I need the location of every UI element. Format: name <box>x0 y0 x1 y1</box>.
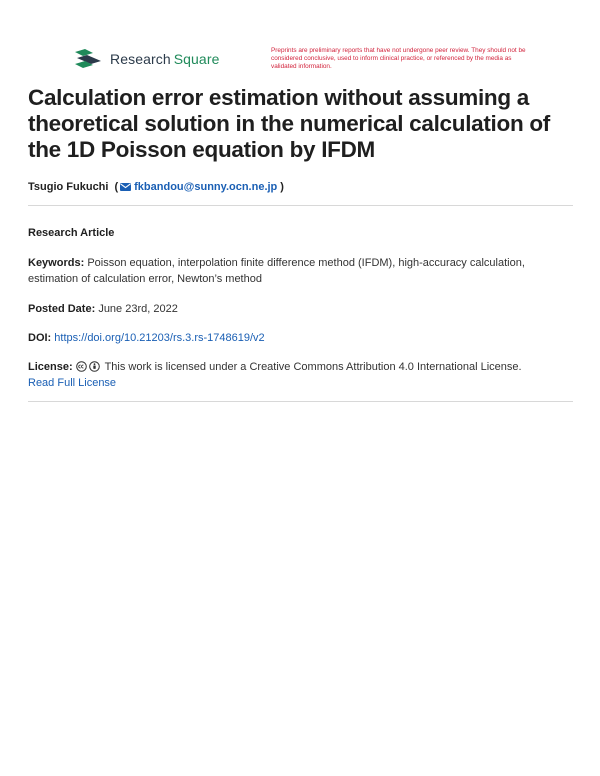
doi-link[interactable]: https://doi.org/10.21203/rs.3.rs-1748619/v2 <box>54 332 265 344</box>
divider-bottom <box>28 401 573 402</box>
keywords-value: Poisson equation, interpolation finite difference method (IFDM), high-accuracy calculation, estimation of calculation error, Newton’s method <box>28 257 525 285</box>
article-title: Calculation error estimation without assuming a theoretical solution in the numerical calculation of the 1D Poisson equation by IFDM <box>28 85 550 162</box>
divider-top <box>28 205 573 206</box>
article-type: Research Article <box>28 227 115 239</box>
doi-label: DOI: <box>28 332 52 344</box>
cc-icon <box>76 361 87 372</box>
author-line <box>28 181 284 193</box>
author-email: fkbandou@sunny.ocn.ne.jp <box>134 181 278 193</box>
brand-word-research: Research <box>110 51 171 67</box>
posted-date-value: June 23rd, 2022 <box>98 303 178 315</box>
author-name: Tsugio Fukuchi <box>28 181 109 193</box>
posted-date-label: Posted Date: <box>28 303 96 315</box>
license-text: This work is licensed under a Creative Commons Attribution 4.0 International License. <box>104 361 522 373</box>
brand-word-square: Square <box>173 51 220 67</box>
read-full-license-link[interactable]: Read Full License <box>28 377 117 389</box>
keywords-block <box>28 255 573 287</box>
posted-date-block <box>28 301 573 317</box>
license-label: License: <box>28 361 73 373</box>
preprint-disclaimer: Preprints are preliminary reports that have not undergone peer review. They should not be considered conclusive, used to inform clinical practice, or referenced by the media as validated information. <box>271 47 526 70</box>
email-icon <box>120 183 131 191</box>
brand-name <box>110 51 219 67</box>
research-square-logo[interactable] <box>75 49 219 69</box>
by-icon <box>89 361 100 372</box>
author-email-link[interactable] <box>120 181 277 193</box>
author-paren-open: ( <box>114 181 119 193</box>
license-block <box>28 359 573 391</box>
keywords-label: Keywords: <box>28 257 85 269</box>
research-square-mark-icon <box>75 49 103 69</box>
license-icons <box>76 361 102 372</box>
doi-block <box>28 330 573 346</box>
author-paren-close: ) <box>280 181 284 193</box>
